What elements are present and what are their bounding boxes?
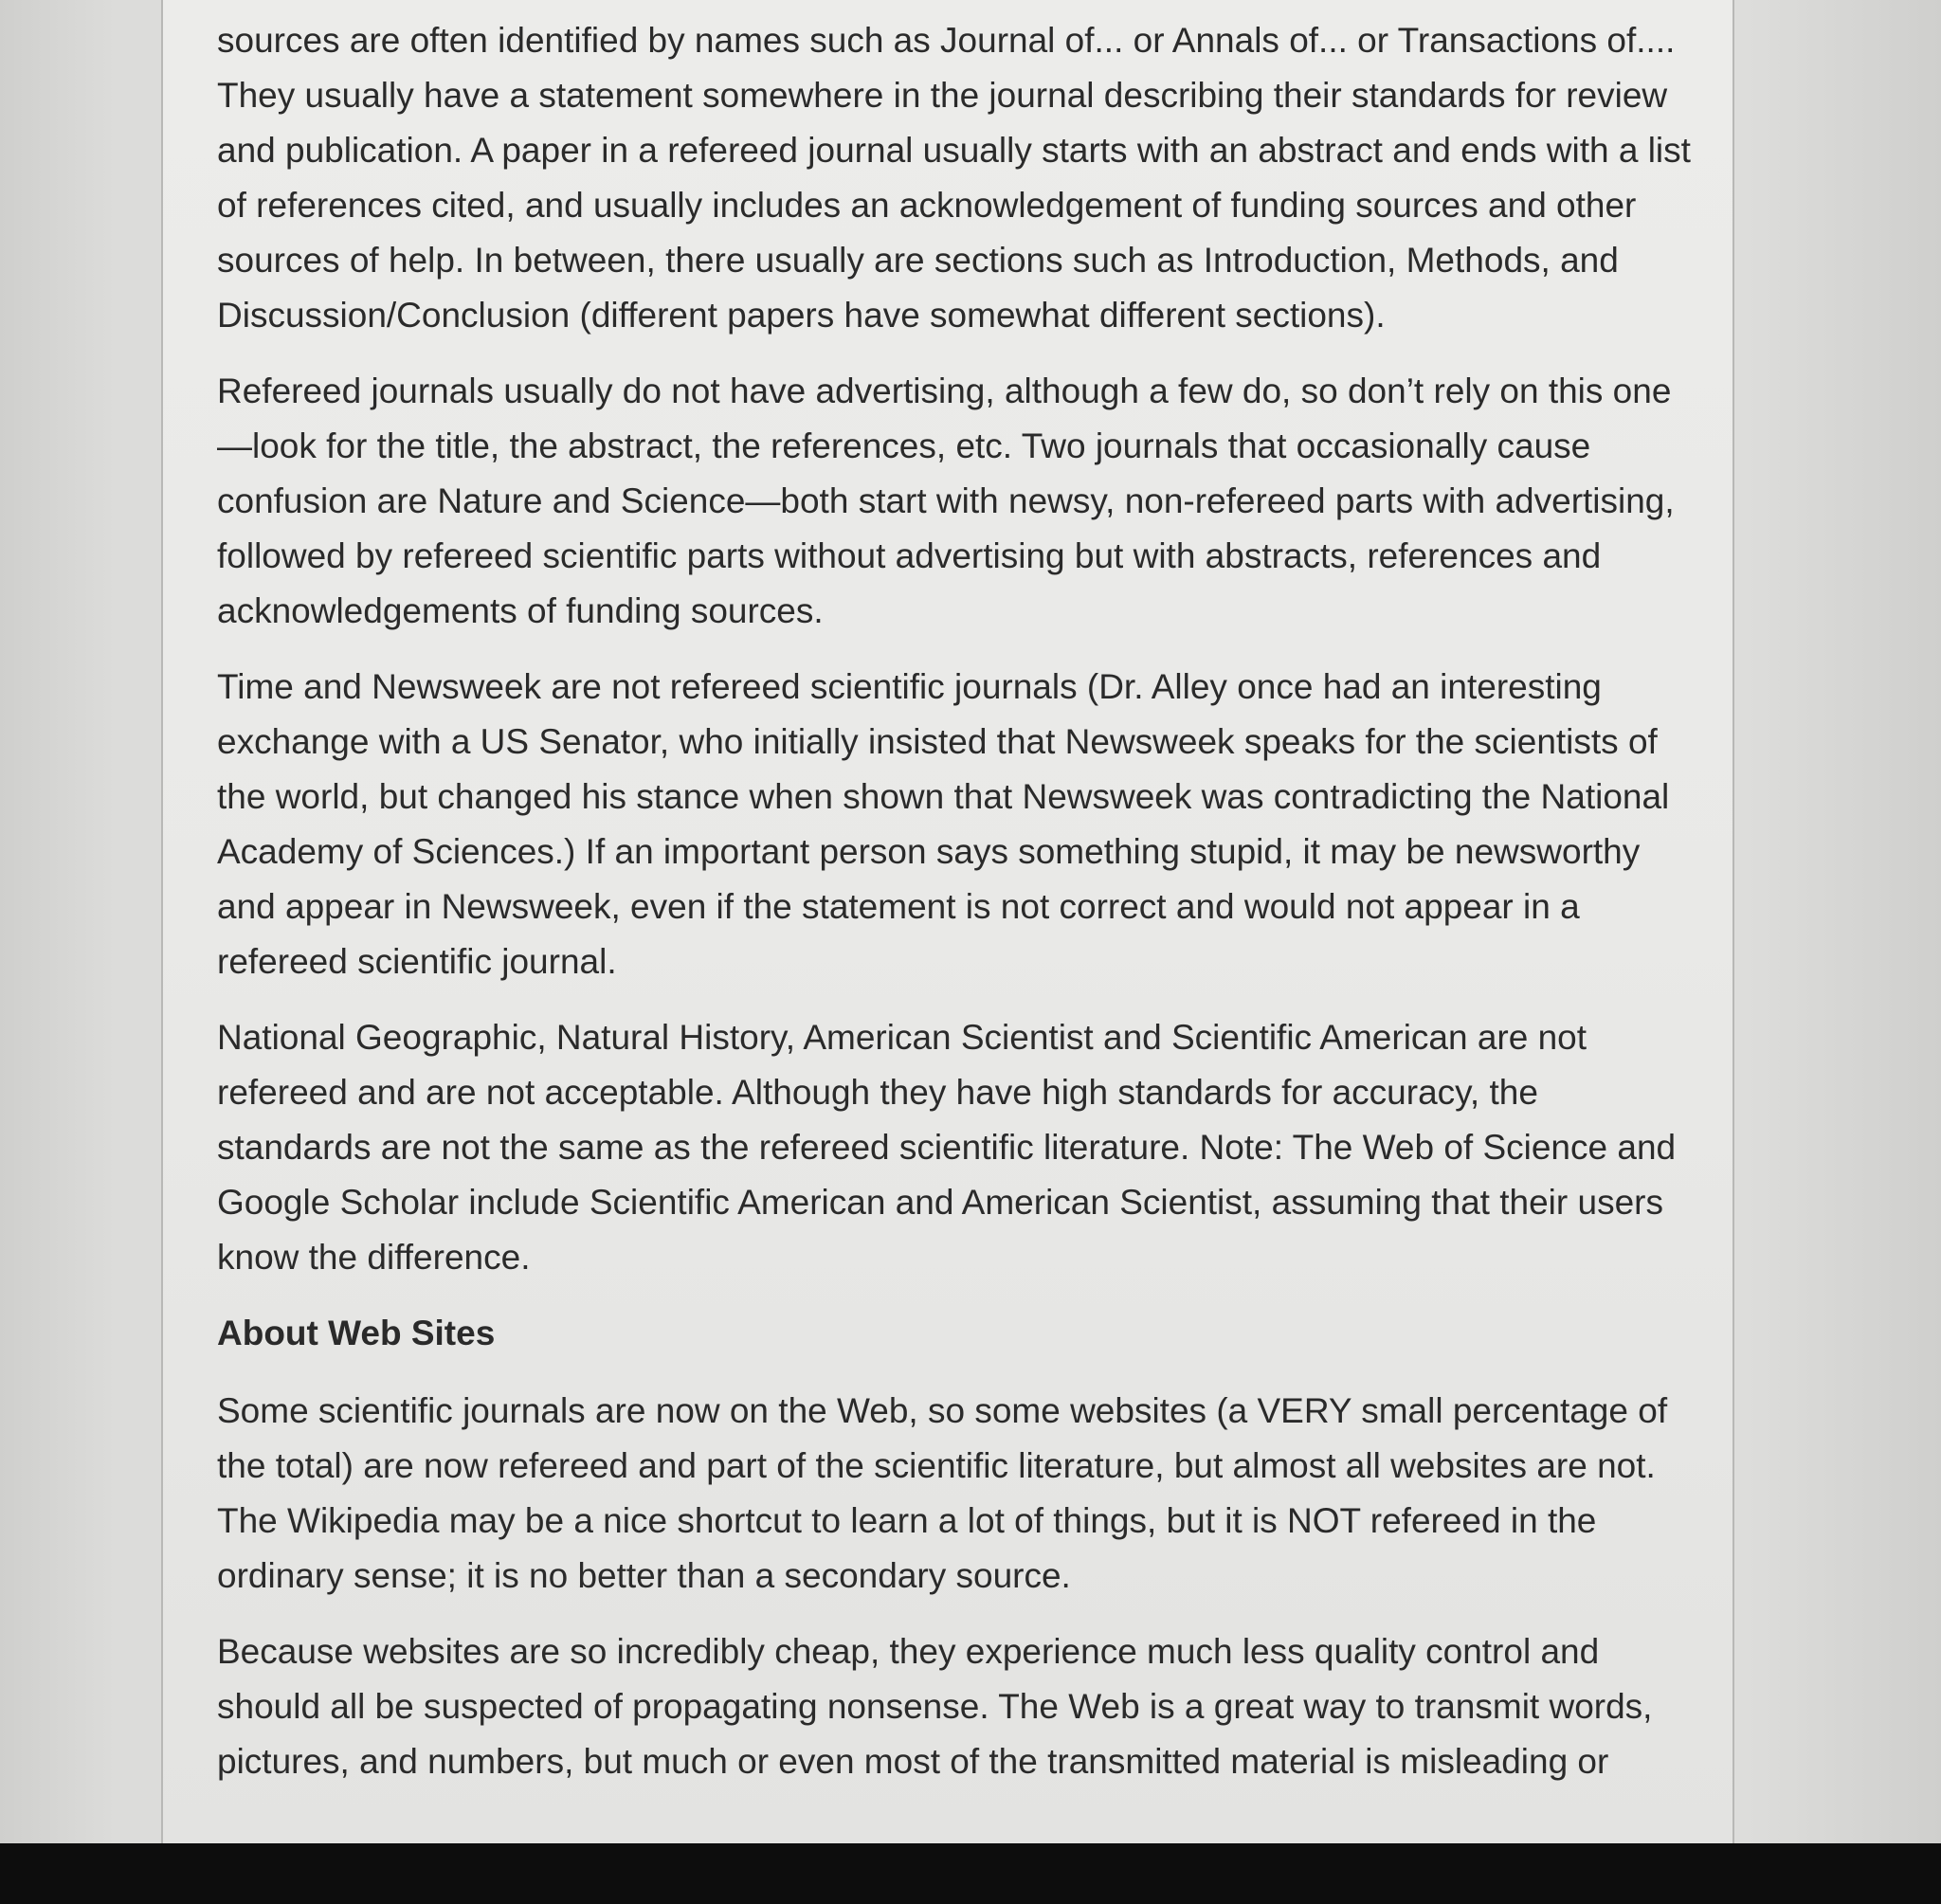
document-content	[217, 13, 1696, 1810]
paragraph-websites-cheap: Because websites are so incredibly cheap, they experience much less quality control and should all be suspected of propagating nonsense. The Web is a great way to transmit words, pictures, and numbers, but much or even most of the transmitted material is misleading or	[217, 1632, 1653, 1781]
screen-bezel	[0, 1843, 1941, 1904]
paragraph-time-newsweek: Time and Newsweek are not refereed scientific journals (Dr. Alley once had an interesting exchange with a US Senator, who initially insisted that Newsweek speaks for the scientists of the world, but changed his stance when shown that Newsweek was contradicting the National Academy of Sciences.) If an important person says something stupid, it may be newsworthy and appear in Newsweek, even if the statement is not correct and would not appear in a refereed scientific journal.	[217, 667, 1670, 981]
document-page	[161, 0, 1734, 1843]
paragraph-advertising: Refereed journals usually do not have advertising, although a few do, so don’t rely on this one—look for the title, the abstract, the references, etc. Two journals that occasionally cause confusion are Nature and Science—both start with newsy, non-refereed parts with advertising, followed by refereed scientific parts without advertising but with abstracts, references and acknowledgements of funding sources.	[217, 372, 1675, 630]
section-heading-web-sites: About Web Sites	[217, 1314, 496, 1352]
paragraph-journal-sources: sources are often identified by names such as Journal of... or Annals of... or Transactions of.... They usually have a statement somewhere in the journal describing their standards for review and publication. A paper in a refereed journal usually starts with an abstract and ends with a list of references cited, and usually includes an acknowledgement of funding sources and other sources of help. In between, there usually are sections such as Introduction, Methods, and Discussion/Conclusion (different papers have somewhat different sections).	[217, 21, 1691, 335]
paragraph-magazines: National Geographic, Natural History, American Scientist and Scientific American are not refereed and are not acceptable. Although they have high standards for accuracy, the standards are not the same as the refereed scientific literature. Note: The Web of Science and Google Scholar include Scientific American and American Scientist, assuming that their users know the difference.	[217, 1018, 1677, 1277]
paragraph-web-journals: Some scientific journals are now on the Web, so some websites (a VERY small percentage of the total) are now refereed and part of the scientific literature, but almost all websites are not. The Wikipedia may be a nice shortcut to learn a lot of things, but it is NOT refereed in the ordinary sense; it is no better than a secondary source.	[217, 1391, 1668, 1595]
